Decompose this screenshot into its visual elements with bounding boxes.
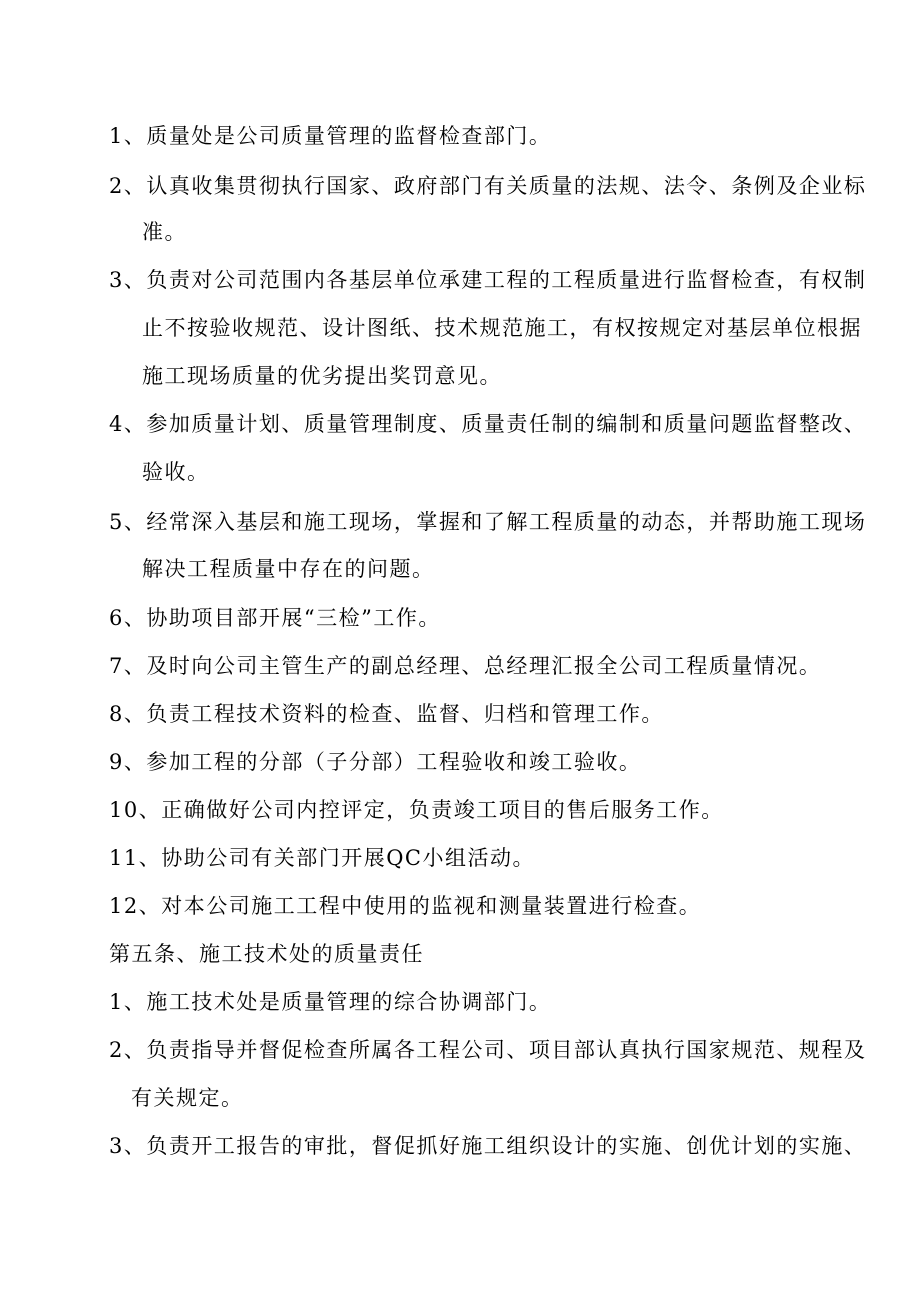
item-3: 3、负责对公司范围内各基层单位承建工程的工程质量进行监督检查，有权制 <box>109 268 867 292</box>
item-8: 8、负责工程技术资料的检查、监督、归档和管理工作。 <box>109 702 664 726</box>
section-item-2: 2、负责指导并督促检查所属各工程公司、项目部认真执行国家规范、规程及 <box>109 1038 867 1062</box>
item-5: 5、经常深入基层和施工现场，掌握和了解工程质量的动态，并帮助施工现场 <box>109 510 867 534</box>
item-2: 2、认真收集贯彻执行国家、政府部门有关质量的法规、法令、条例及企业标 <box>109 174 867 198</box>
item-6: 6、协助项目部开展“三检”工作。 <box>109 606 441 630</box>
item-9: 9、参加工程的分部（子分部）工程验收和竣工验收。 <box>109 750 642 774</box>
section-item-3: 3、负责开工报告的审批，督促抓好施工组织设计的实施、创优计划的实施、 <box>109 1134 867 1158</box>
section-item-2-cont: 有关规定。 <box>131 1086 244 1110</box>
section-heading: 第五条、施工技术处的质量责任 <box>109 942 424 966</box>
item-11: 11、协助公司有关部门开展QC小组活动。 <box>109 846 536 870</box>
section-item-1: 1、施工技术处是质量管理的综合协调部门。 <box>109 990 552 1014</box>
item-3-cont-2: 施工现场质量的优劣提出奖罚意见。 <box>142 364 502 388</box>
item-4: 4、参加质量计划、质量管理制度、质量责任制的编制和质量问题监督整改、 <box>109 412 867 436</box>
item-3-cont-1: 止不按验收规范、设计图纸、技术规范施工，有权按规定对基层单位根据 <box>142 316 862 340</box>
item-10: 10、正确做好公司内控评定，负责竣工项目的售后服务工作。 <box>109 798 724 822</box>
item-5-cont: 解决工程质量中存在的问题。 <box>142 557 435 581</box>
item-4-cont: 验收。 <box>142 460 210 484</box>
item-12: 12、对本公司施工工程中使用的监视和测量装置进行检查。 <box>109 894 702 918</box>
item-7: 7、及时向公司主管生产的副总经理、总经理汇报全公司工程质量情况。 <box>109 654 822 678</box>
item-2-cont: 准。 <box>142 220 187 244</box>
item-1: 1、质量处是公司质量管理的监督检查部门。 <box>109 124 552 148</box>
